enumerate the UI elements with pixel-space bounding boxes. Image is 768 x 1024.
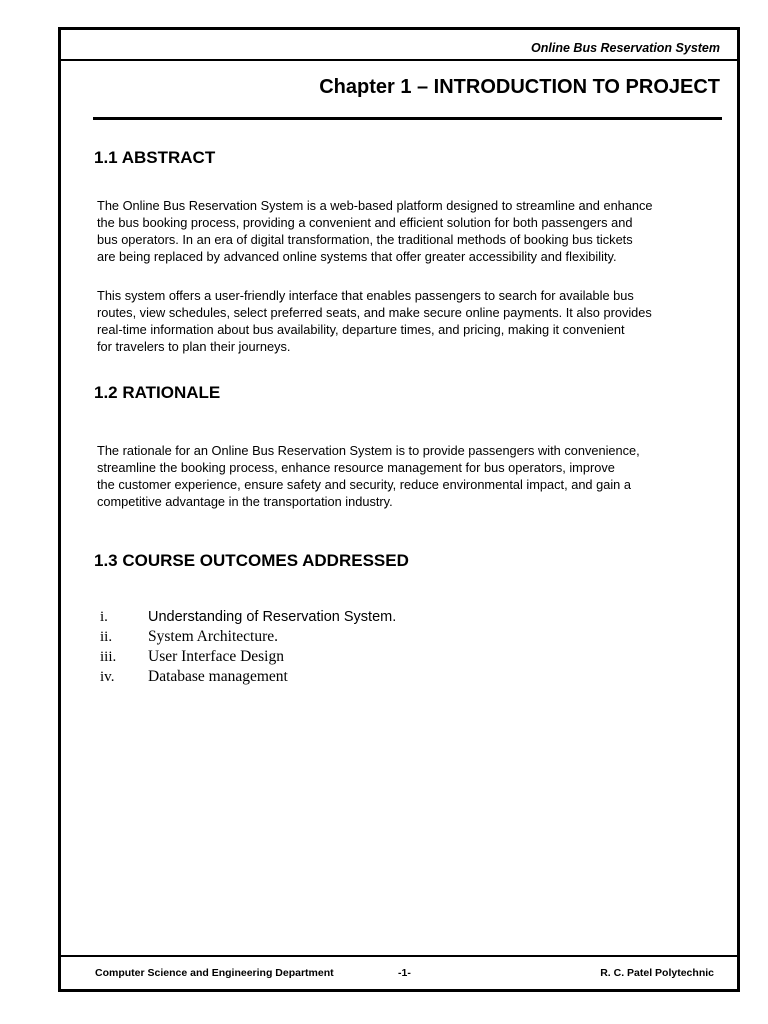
chapter-title: Chapter 1 – INTRODUCTION TO PROJECT: [319, 76, 720, 98]
paragraph-line: real-time information about bus availability, departure times, and pricing, making it convenient: [97, 322, 625, 337]
paragraph-line: routes, view schedules, select preferred seats, and make secure online payments. It also provides: [97, 305, 652, 320]
header-divider: [58, 59, 740, 61]
paragraph-line: This system offers a user-friendly interface that enables passengers to search for available bus: [97, 288, 634, 303]
list-item: [100, 607, 500, 627]
abstract-paragraph-1: [97, 197, 717, 265]
course-outcomes-heading: 1.3 COURSE OUTCOMES ADDRESSED: [94, 551, 409, 570]
paragraph-line: the bus booking process, providing a convenient and efficient solution for both passengers and: [97, 215, 633, 230]
paragraph-line: bus operators. In an era of digital transformation, the traditional methods of booking bus tickets: [97, 232, 633, 247]
abstract-heading: 1.1 ABSTRACT: [94, 148, 216, 167]
paragraph-line: are being replaced by advanced online systems that offer greater accessibility and flexibility.: [97, 249, 617, 264]
list-item-text: System Architecture.: [148, 628, 278, 645]
paragraph-line: competitive advantage in the transportation industry.: [97, 494, 393, 509]
course-outcomes-list: [100, 607, 500, 687]
paragraph-line: for travelers to plan their journeys.: [97, 339, 291, 354]
list-item-number: ii.: [100, 629, 113, 645]
list-item: [100, 667, 500, 687]
abstract-paragraph-2: [97, 287, 717, 355]
footer-divider: [58, 955, 740, 957]
footer-page-number: -1-: [398, 967, 411, 979]
footer-department: Computer Science and Engineering Department: [95, 967, 334, 979]
list-item-text: User Interface Design: [148, 648, 284, 665]
list-item: [100, 647, 500, 667]
running-header-title: Online Bus Reservation System: [531, 41, 720, 55]
list-item-number: i.: [100, 609, 108, 625]
chapter-title-rule: [93, 117, 722, 120]
rationale-heading: 1.2 RATIONALE: [94, 383, 221, 402]
rationale-paragraph: [97, 442, 717, 510]
paragraph-line: The rationale for an Online Bus Reservation System is to provide passengers with convenience,: [97, 443, 640, 458]
list-item-number: iii.: [100, 649, 117, 665]
list-item-number: iv.: [100, 669, 115, 685]
list-item-text: Understanding of Reservation System.: [148, 609, 397, 625]
paragraph-line: the customer experience, ensure safety and security, reduce environmental impact, and gain a: [97, 477, 631, 492]
paragraph-line: The Online Bus Reservation System is a web-based platform designed to streamline and enhance: [97, 198, 653, 213]
list-item: [100, 627, 500, 647]
list-item-text: Database management: [148, 668, 288, 685]
paragraph-line: streamline the booking process, enhance resource management for bus operators, improve: [97, 460, 615, 475]
footer-institution: R. C. Patel Polytechnic: [600, 967, 714, 979]
